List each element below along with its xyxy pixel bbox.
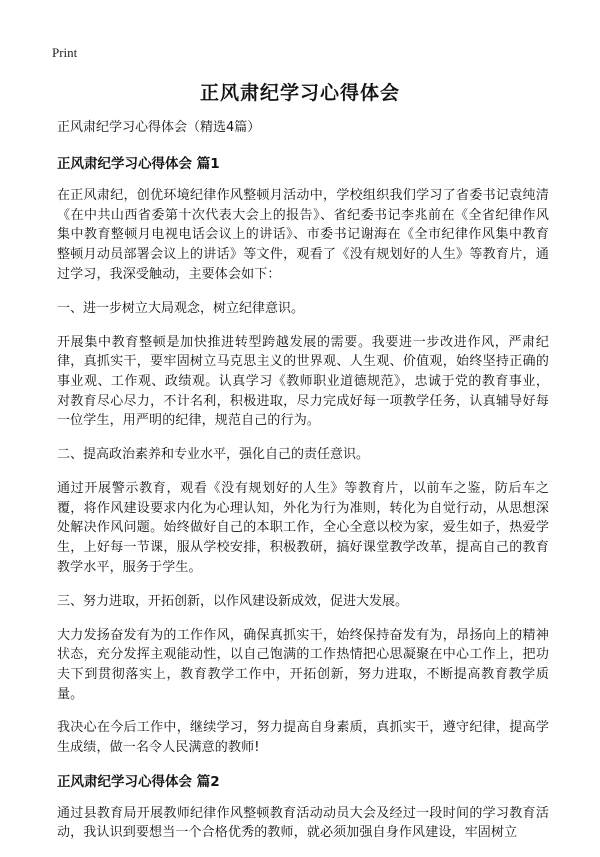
paragraph: 大力发扬奋发有为的工作作风，确保真抓实干，始终保持奋发有为，昂扬向上的精神状态，充分发挥主观能动性，以自己饱满的工作热情把心思凝聚在中心工作上，把功夫下到贯彻落实上，教育教学工作中，开拓创新，努力进取，不断提高教育教学质量。 <box>57 627 549 702</box>
page-title: 正风肃纪学习心得体会 <box>199 82 400 104</box>
point-heading: 一、进一步树立大局观念，树立纪律意识。 <box>57 300 305 316</box>
document-subtitle: 正风肃纪学习心得体会（精选4篇） <box>57 120 261 135</box>
point-heading: 三、努力进取，开拓创新，以作风建设新成效，促进大发展。 <box>57 593 409 609</box>
paragraph: 开展集中教育整顿是加快推进转型跨越发展的需要。我要进一步改进作风，严肃纪律，真抓实干，要牢固树立马克思主义的世界观、人生观、价值观，始终坚持正确的事业观、工作观、政绩观。认真学习《教师职业道德规范》，忠诚于党的教育事业，对教育尽心尽力，不计名利，积极进取，尽力完成好每一项教学任务，认真辅导好每一位学生，用严明的纪律，规范自己的行为。 <box>57 334 549 429</box>
section-heading: 正风肃纪学习心得体会 篇1 <box>57 156 220 172</box>
point-heading: 二、提高政治素养和专业水平，强化自己的责任意识。 <box>57 447 370 463</box>
print-link[interactable]: Print <box>52 45 78 60</box>
paragraph: 通过开展警示教育，观看《没有规划好的人生》等教育片，以前车之鉴，防后车之覆，将作风建设要求内化为心理认知，外化为行为准则，转化为自觉行动，从思想深处解决作风问题。始终做好自己的本职工作，全心全意以校为家，爱生如子，热爱学生，上好每一节课，服从学校安排，积极教研，搞好课堂教学改革，提高自己的教育教学水平，服务于学生。 <box>57 481 549 575</box>
paragraph: 通过县教育局开展教师纪律作风整顿教育活动动员大会及经过一段时间的学习教育活动，我认识到要想当一个合格优秀的教师，就必须加强自身作风建设，牢固树立 <box>57 805 549 841</box>
document-body <box>57 118 549 857</box>
section-heading: 正风肃纪学习心得体会 篇2 <box>57 773 220 790</box>
paragraph: 在正风肃纪，创优环境纪律作风整顿月活动中，学校组织我们学习了省委书记袁纯清《在中共山西省委第十次代表大会上的报告》、省纪委书记李兆前在《全省纪律作风集中教育整顿月电视电话会议上的讲话》、市委书记谢海在《全市纪律作风集中教育整顿月动员部署会议上的讲话》等文件，观看了《没有规划好的人生》等教育片，通过学习，我深受触动，主要体会如下： <box>57 188 549 282</box>
paragraph: 我决心在今后工作中，继续学习，努力提高自身素质，真抓实干，遵守纪律，提高学生成绩，做一名令人民满意的教师! <box>57 720 549 756</box>
